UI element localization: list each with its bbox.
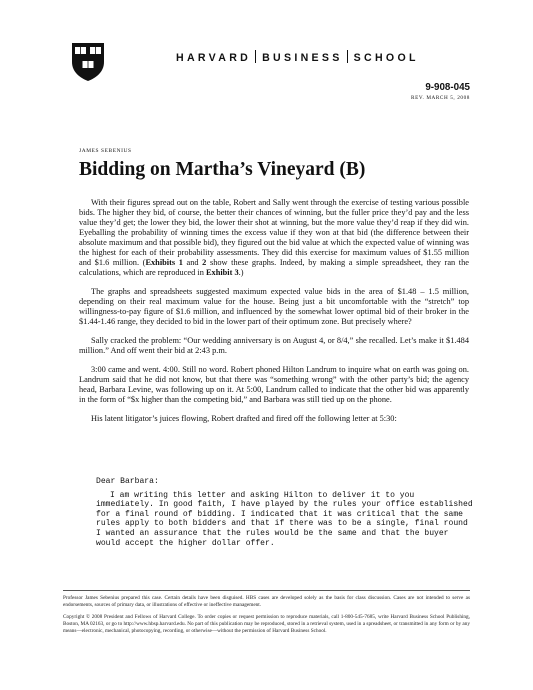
author-name: JAMES SEBENIUS (79, 148, 132, 154)
case-number: 9-908-045 (425, 82, 470, 93)
paragraph: 3:00 came and went. 4:00. Still no word. Robert phoned Hilton Landrum to inquire what on earth was going on. Landrum said that he did not know, but that there was “something wrong” with the other party’s bid; the agency head, Barbara Levine, was following up on it. At 5:00, Landrum called to indicate that the other bid was apparently in the form of “$x higher than the competing bid,” and Barbara was still tied up on the phone. (79, 365, 469, 404)
revision-date: REV. MARCH 5, 2008 (411, 95, 470, 101)
paragraph: With their figures spread out on the table, Robert and Sally went through the exercise of testing various possible bids. The higher they bid, of course, the better their chances of winning, but the fuller price they’d pay and the less value they’d get; the lower they bid, the lower their shot at winning, but the more value they’d reap if they did win. Eyeballing the probability of winning times the excess value if they won at that bid (the difference between their absolute maximum and that possible bid), they figured out the bid value at which the expected value of winning was the highest for each of their probability assessments. They did this exercise for maximum values of $1.55 million and $1.6 million. (Exhibits 1 and 2 show these graphs. Indeed, by making a simple spreadsheet, they ran the calculations, which are reproduced in Exhibit 3.) (79, 198, 469, 277)
letter-salutation: Dear Barbara: (96, 477, 159, 486)
banner-harvard: HARVARD (176, 52, 252, 64)
footer-copyright: Copyright © 2008 President and Fellows of Harvard College. To order copies or request permission to reproduce materials, call 1-800-545-7685, write Harvard Business School Publishing, Boston, MA 02163, or go to http://www.hbsp.harvard.edu. No part of this publication may be reproduced, stored in a retrieval system, used in a spreadsheet, or transmitted in any form or by any means—electronic, mechanical, photocopying, recording, or otherwise—without the permission of Harvard Business School. (63, 614, 470, 635)
paragraph: His latent litigator’s juices flowing, Robert drafted and fired off the following letter at 5:30: (91, 414, 397, 423)
case-body (79, 198, 469, 433)
paragraph: Sally cracked the problem: “Our wedding anniversary is on August 4, or 8/4,” she recalled. Let’s make it $1.484 million.” And off went their bid at 2:43 p.m. (79, 336, 469, 355)
banner-school: SCHOOL (353, 52, 419, 64)
letter-text: I am writing this letter and asking Hilton to deliver it to you immediately. In good faith, I have played by the rules your office established for a final round of bidding. I indicated that it was critical that the same rules apply to both bidders and that if there was to be a single, final round I wanted an assurance that the rules would be the same and that the buyer would accept the higher dollar offer. (96, 490, 473, 548)
harvard-shield-logo (71, 42, 105, 82)
footer-note: Professor James Sebenius prepared this case. Certain details have been disguised. HBS cases are developed solely as the basis for class discussion. Cases are not intended to serve as endorsements, sources of primary data, or illustrations of effective or ineffective management. (63, 595, 470, 609)
letter-block (96, 477, 476, 548)
exhibit-reference: Exhibits 1 (145, 258, 183, 267)
exhibit-reference: 2 (202, 258, 207, 267)
banner-divider (347, 50, 348, 63)
school-banner (176, 50, 496, 64)
banner-business: BUSINESS (262, 52, 343, 64)
case-title: Bidding on Martha’s Vineyard (B) (79, 159, 366, 180)
banner-divider (255, 50, 256, 63)
footer-divider (63, 590, 470, 591)
exhibit-reference: Exhibit 3 (205, 268, 239, 277)
paragraph: The graphs and spreadsheets suggested maximum expected value bids in the area of $1.48 – 1.5 million, depending on their real maximum value for the house. Being just a bit uncomfortable with the “stretch” top willingness-to-pay figure of $1.6 million, and influenced by the somewhat lower optimal bid of their broker in the $1.44-1.46 range, they decided to bid in the lower part of their optimum zone. But precisely where? (79, 287, 469, 326)
